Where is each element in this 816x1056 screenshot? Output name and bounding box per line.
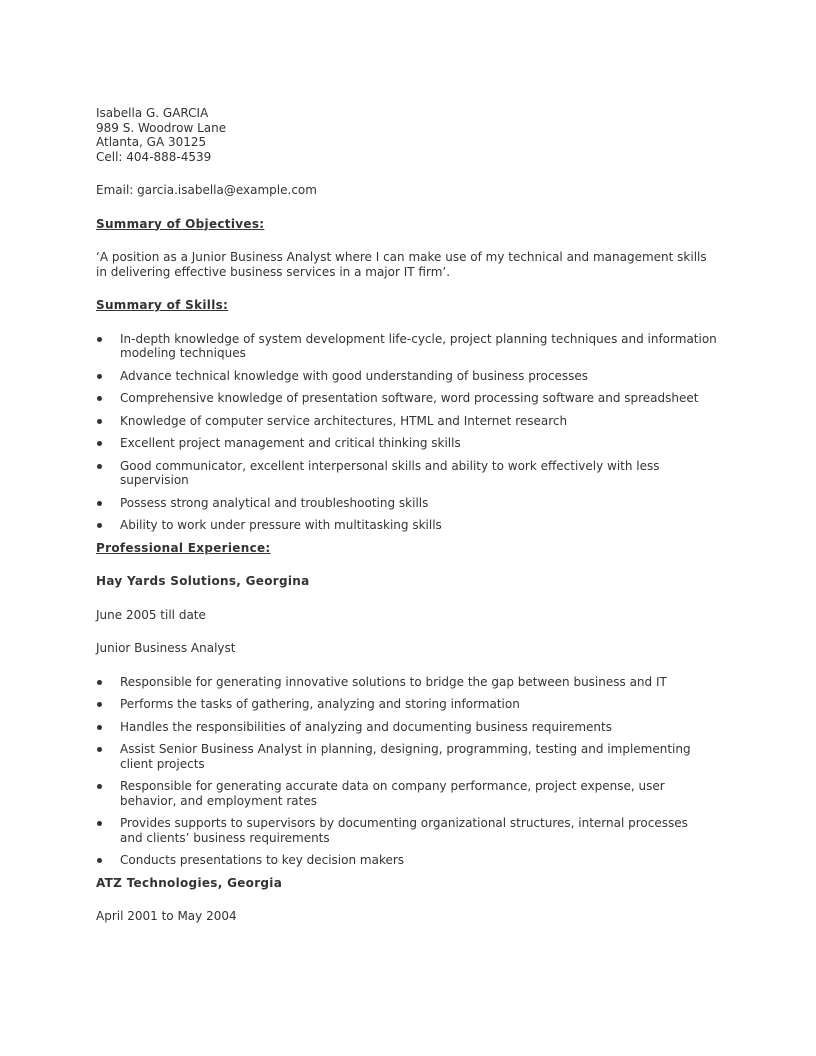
list-item: Assist Senior Business Analyst in planning, designing, programming, testing and implementing client projects bbox=[96, 742, 736, 771]
list-item: Good communicator, excellent interpersonal skills and ability to work effectively with less supervision bbox=[96, 459, 736, 488]
contact-name: Isabella G. GARCIA bbox=[96, 106, 209, 120]
bullet-icon bbox=[97, 858, 102, 863]
job-dates: June 2005 till date bbox=[96, 607, 206, 622]
list-item: Excellent project management and critical thinking skills bbox=[96, 436, 736, 451]
list-item: Conducts presentations to key decision makers bbox=[96, 853, 736, 868]
list-item: Ability to work under pressure with multitasking skills bbox=[96, 518, 736, 533]
contact-cell: Cell: 404-888-4539 bbox=[96, 149, 212, 164]
list-item: Knowledge of computer service architectures, HTML and Internet research bbox=[96, 414, 736, 429]
contact-city: Atlanta, GA 30125 bbox=[96, 135, 207, 149]
contact-address: 989 S. Woodrow Lane bbox=[96, 120, 227, 135]
bullet-icon bbox=[97, 396, 102, 401]
list-item: Comprehensive knowledge of presentation software, word processing software and spreadsheet bbox=[96, 391, 736, 406]
bullet-icon bbox=[97, 725, 102, 730]
bullet-icon bbox=[97, 464, 102, 469]
bullet-icon bbox=[97, 784, 102, 789]
skills-list bbox=[96, 332, 736, 533]
bullet-icon bbox=[97, 501, 102, 506]
job-title: Junior Business Analyst bbox=[96, 641, 236, 655]
bullet-icon bbox=[97, 747, 102, 752]
experience-heading: Professional Experience: bbox=[96, 540, 271, 555]
bullet-icon bbox=[97, 374, 102, 379]
list-item: Performs the tasks of gathering, analyzing and storing information bbox=[96, 697, 736, 712]
list-item: Advance technical knowledge with good understanding of business processes bbox=[96, 369, 736, 384]
bullet-icon bbox=[97, 821, 102, 826]
skills-heading: Summary of Skills: bbox=[96, 298, 229, 312]
bullet-icon bbox=[97, 523, 102, 528]
objectives-text: ‘A position as a Junior Business Analyst where I can make use of my technical and management skills in delivering effective business services in a major IT firm’. bbox=[96, 250, 707, 279]
job-company: Hay Yards Solutions, Georgina bbox=[96, 574, 310, 588]
contact-email: Email: garcia.isabella@example.com bbox=[96, 183, 317, 197]
list-item: Responsible for generating innovative solutions to bridge the gap between business and IT bbox=[96, 675, 736, 690]
bullet-icon bbox=[97, 441, 102, 446]
list-item: Responsible for generating accurate data on company performance, project expense, user behavior, and employment rates bbox=[96, 779, 736, 808]
list-item: Provides supports to supervisors by documenting organizational structures, internal processes and clients’ business requirements bbox=[96, 816, 736, 845]
objectives-heading: Summary of Objectives: bbox=[96, 216, 265, 231]
job-dates: April 2001 to May 2004 bbox=[96, 909, 237, 923]
bullet-icon bbox=[97, 702, 102, 707]
list-item: In-depth knowledge of system development life-cycle, project planning techniques and information modeling techniques bbox=[96, 332, 736, 361]
list-item: Handles the responsibilities of analyzing and documenting business requirements bbox=[96, 720, 736, 735]
list-item: Possess strong analytical and troubleshooting skills bbox=[96, 496, 736, 511]
resume-content bbox=[96, 106, 736, 924]
bullet-icon bbox=[97, 419, 102, 424]
job-company: ATZ Technologies, Georgia bbox=[96, 875, 283, 890]
bullet-icon bbox=[97, 680, 102, 685]
contact-block bbox=[96, 106, 736, 164]
job-duties-list bbox=[96, 675, 736, 868]
bullet-icon bbox=[97, 337, 102, 342]
